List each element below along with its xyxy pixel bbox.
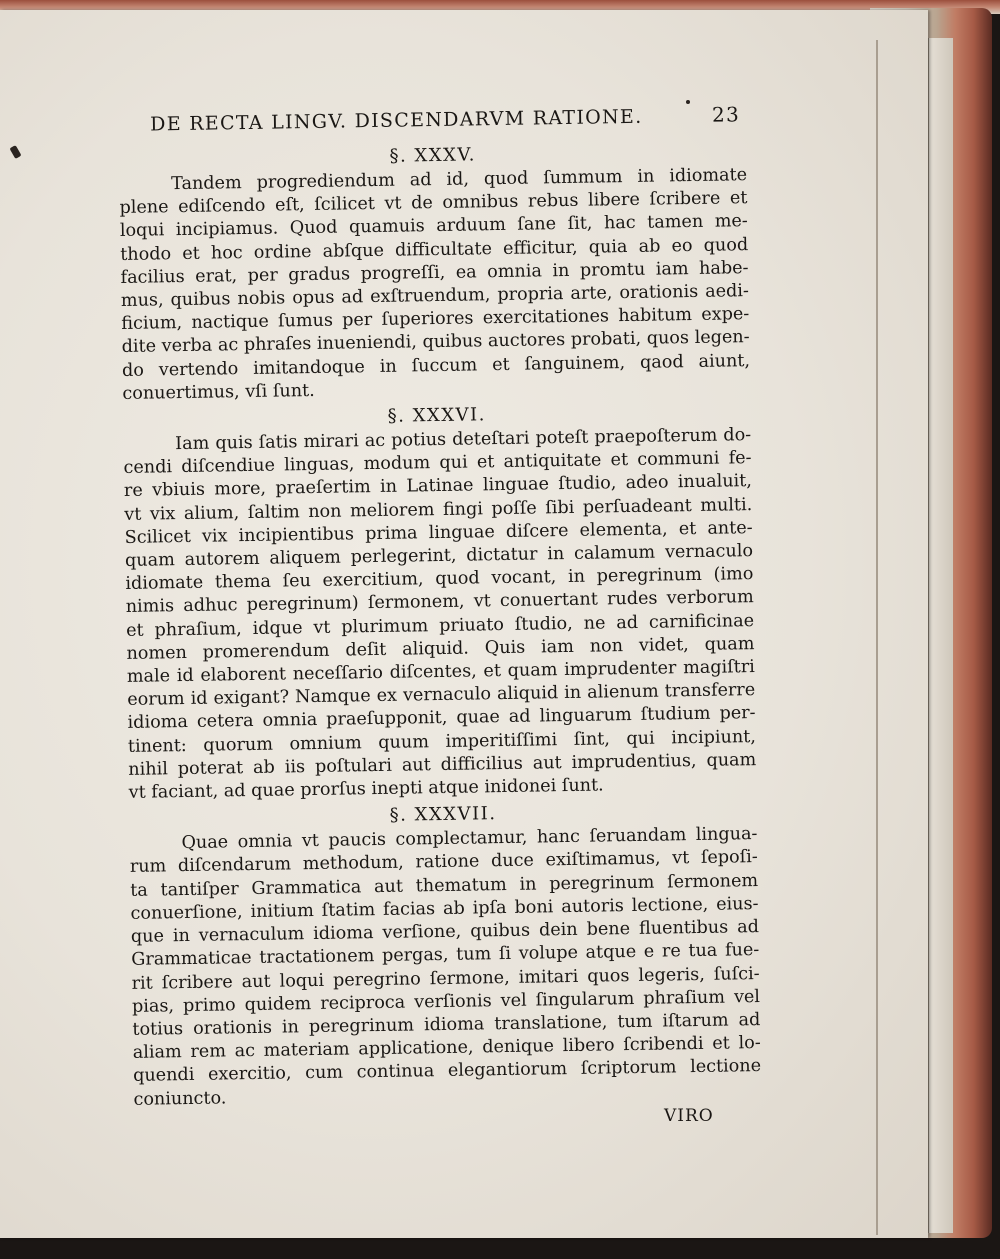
text-line: male id elaborent neceſſario diſcentes, et quam imprudenter magiſtri	[126, 657, 755, 687]
running-head-title: DE RECTA LINGV. DISCENDARVM RATIONE.	[150, 105, 643, 136]
text-line: rum diſcendarum methodum, ratione duce exiſtimamus, vt ſepoſi-	[129, 847, 758, 878]
text-line: idiomate thema ſeu exercitium, quod vocant, in peregrinum (imo	[125, 564, 754, 595]
text-line: thodo et hoc ordine abſque difficultate efficitur, quia ab eo quod	[120, 234, 749, 265]
text-line: ta tantiſper Grammatica aut thematum in peregrinum ſermonem	[130, 870, 759, 901]
text-line: quam autorem aliquem perlegerint, dictatur in calamum vernaculo	[124, 541, 754, 571]
text-line: que in vernaculum idioma verſione, quibus dein bene fluentibus ad	[130, 917, 760, 947]
text-line: conuertimus, vſi ſunt.	[122, 380, 315, 404]
text-line: Tandem progrediendum ad id, quod ſummum in idiomate	[170, 165, 748, 195]
text-line: Quae omnia vt paucis complectamur, hanc ſeruandam lingua-	[181, 824, 758, 854]
text-line: re vbiuis more, praeſertim in Latinae linguae ſtudio, adeo inualuit,	[123, 471, 753, 502]
text-line: tinent: quorum omnium quum imperitiſſimi ſint, qui incipiunt,	[127, 726, 757, 757]
section-title: §. XXXVII.	[389, 803, 497, 827]
text-line: nihil poterat ab iis poſtulari aut difficilius aut imprudentius, quam	[128, 749, 757, 780]
section-title: §. XXXV.	[389, 144, 477, 167]
text-line: loqui incipiamus. Quod quamuis arduum ſane ſit, hac tamen me-	[119, 211, 748, 242]
section-title: §. XXXVI.	[387, 404, 487, 427]
catchword: VIRO	[664, 1106, 714, 1126]
text-line: eorum id exigant? Namque ex vernaculo aliquid in alienum transferre	[127, 680, 756, 711]
section	[129, 799, 762, 1111]
text-line: nomen promerendum deſit aliquid. Quis iam non videt, quam	[126, 633, 755, 664]
text-line: Scilicet vix incipientibus prima linguae diſcere elementa, et ante-	[124, 517, 753, 548]
text-line: et phraſium, idque vt plurimum priuato ſtudio, ne ad carnificinae	[125, 610, 755, 641]
text-line: idioma cetera omnia praeſupponit, quae ad linguarum ſtudium per-	[127, 703, 756, 734]
text-line: pias, primo quidem reciproca verſionis vel ſingularum phraſium vel	[131, 986, 761, 1017]
text-line: Iam quis ſatis mirari ac potius deteſtari poteſt praepoſterum do-	[175, 425, 752, 455]
page-number: 23	[711, 102, 741, 127]
paragraph	[119, 164, 751, 406]
text-line: vt faciant, ad quae prorſus inepti atque inidonei ſunt.	[128, 775, 604, 803]
section	[123, 400, 757, 805]
text-line: quendi exercitio, cum continua elegantiorum ſcriptorum lectione	[132, 1056, 762, 1087]
paragraph	[129, 823, 761, 1111]
next-page-sliver	[928, 38, 953, 1233]
text-line: aliam rem ac materiam applicatione, denique libero ſcribendi et lo-	[132, 1033, 761, 1063]
paragraph	[123, 424, 757, 805]
text-line: vt vix alium, ſaltim non meliorem fingi poſſe ſibi perſuadeant multi.	[124, 494, 753, 525]
text-line: dite verba ac phraſes inueniendi, quibus auctores probati, quos legen-	[121, 327, 750, 358]
section	[119, 140, 751, 406]
text-line: nimis adhuc peregrinum) ſermonem, vt conuertant rudes verborum	[125, 587, 754, 618]
text-line: plene ediſcendo eſt, ſcilicet vt de omnibus rebus libere ſcribere et	[119, 188, 748, 219]
text-line: rit ſcribere aut loqui peregrino ſermone, imitari quos legeris, ſuſci-	[131, 963, 760, 994]
text-line: facilius erat, per gradus progreſſi, ea omnia in promtu iam habe-	[120, 257, 749, 288]
text-line: coniuncto.	[133, 1087, 227, 1110]
text-line: cendi diſcendiue linguas, modum qui et antiquitate et communi fe-	[123, 448, 752, 479]
text-line: ficium, nactique ſumus per ſuperiores exercitationes habitum expe-	[121, 304, 750, 335]
text-line: do vertendo imitandoque in ſuccum et ſanguinem, qaod aiunt,	[121, 350, 751, 381]
page-fold-line	[876, 40, 878, 1235]
text-block	[118, 102, 762, 1115]
text-line: totius orationis in peregrinum idioma translatione, tum iſtarum ad	[132, 1009, 761, 1040]
text-line: Grammaticae tractationem pergas, tum ſi volupe atque e re tua fue-	[131, 940, 760, 971]
text-line: mus, quibus nobis opus ad exſtruendum, propria arte, orationis aedi-	[120, 281, 750, 311]
sections	[119, 140, 762, 1111]
text-line: conuerſione, initium ſtatim facias ab ipſa boni autoris lectione, eius-	[130, 893, 759, 924]
